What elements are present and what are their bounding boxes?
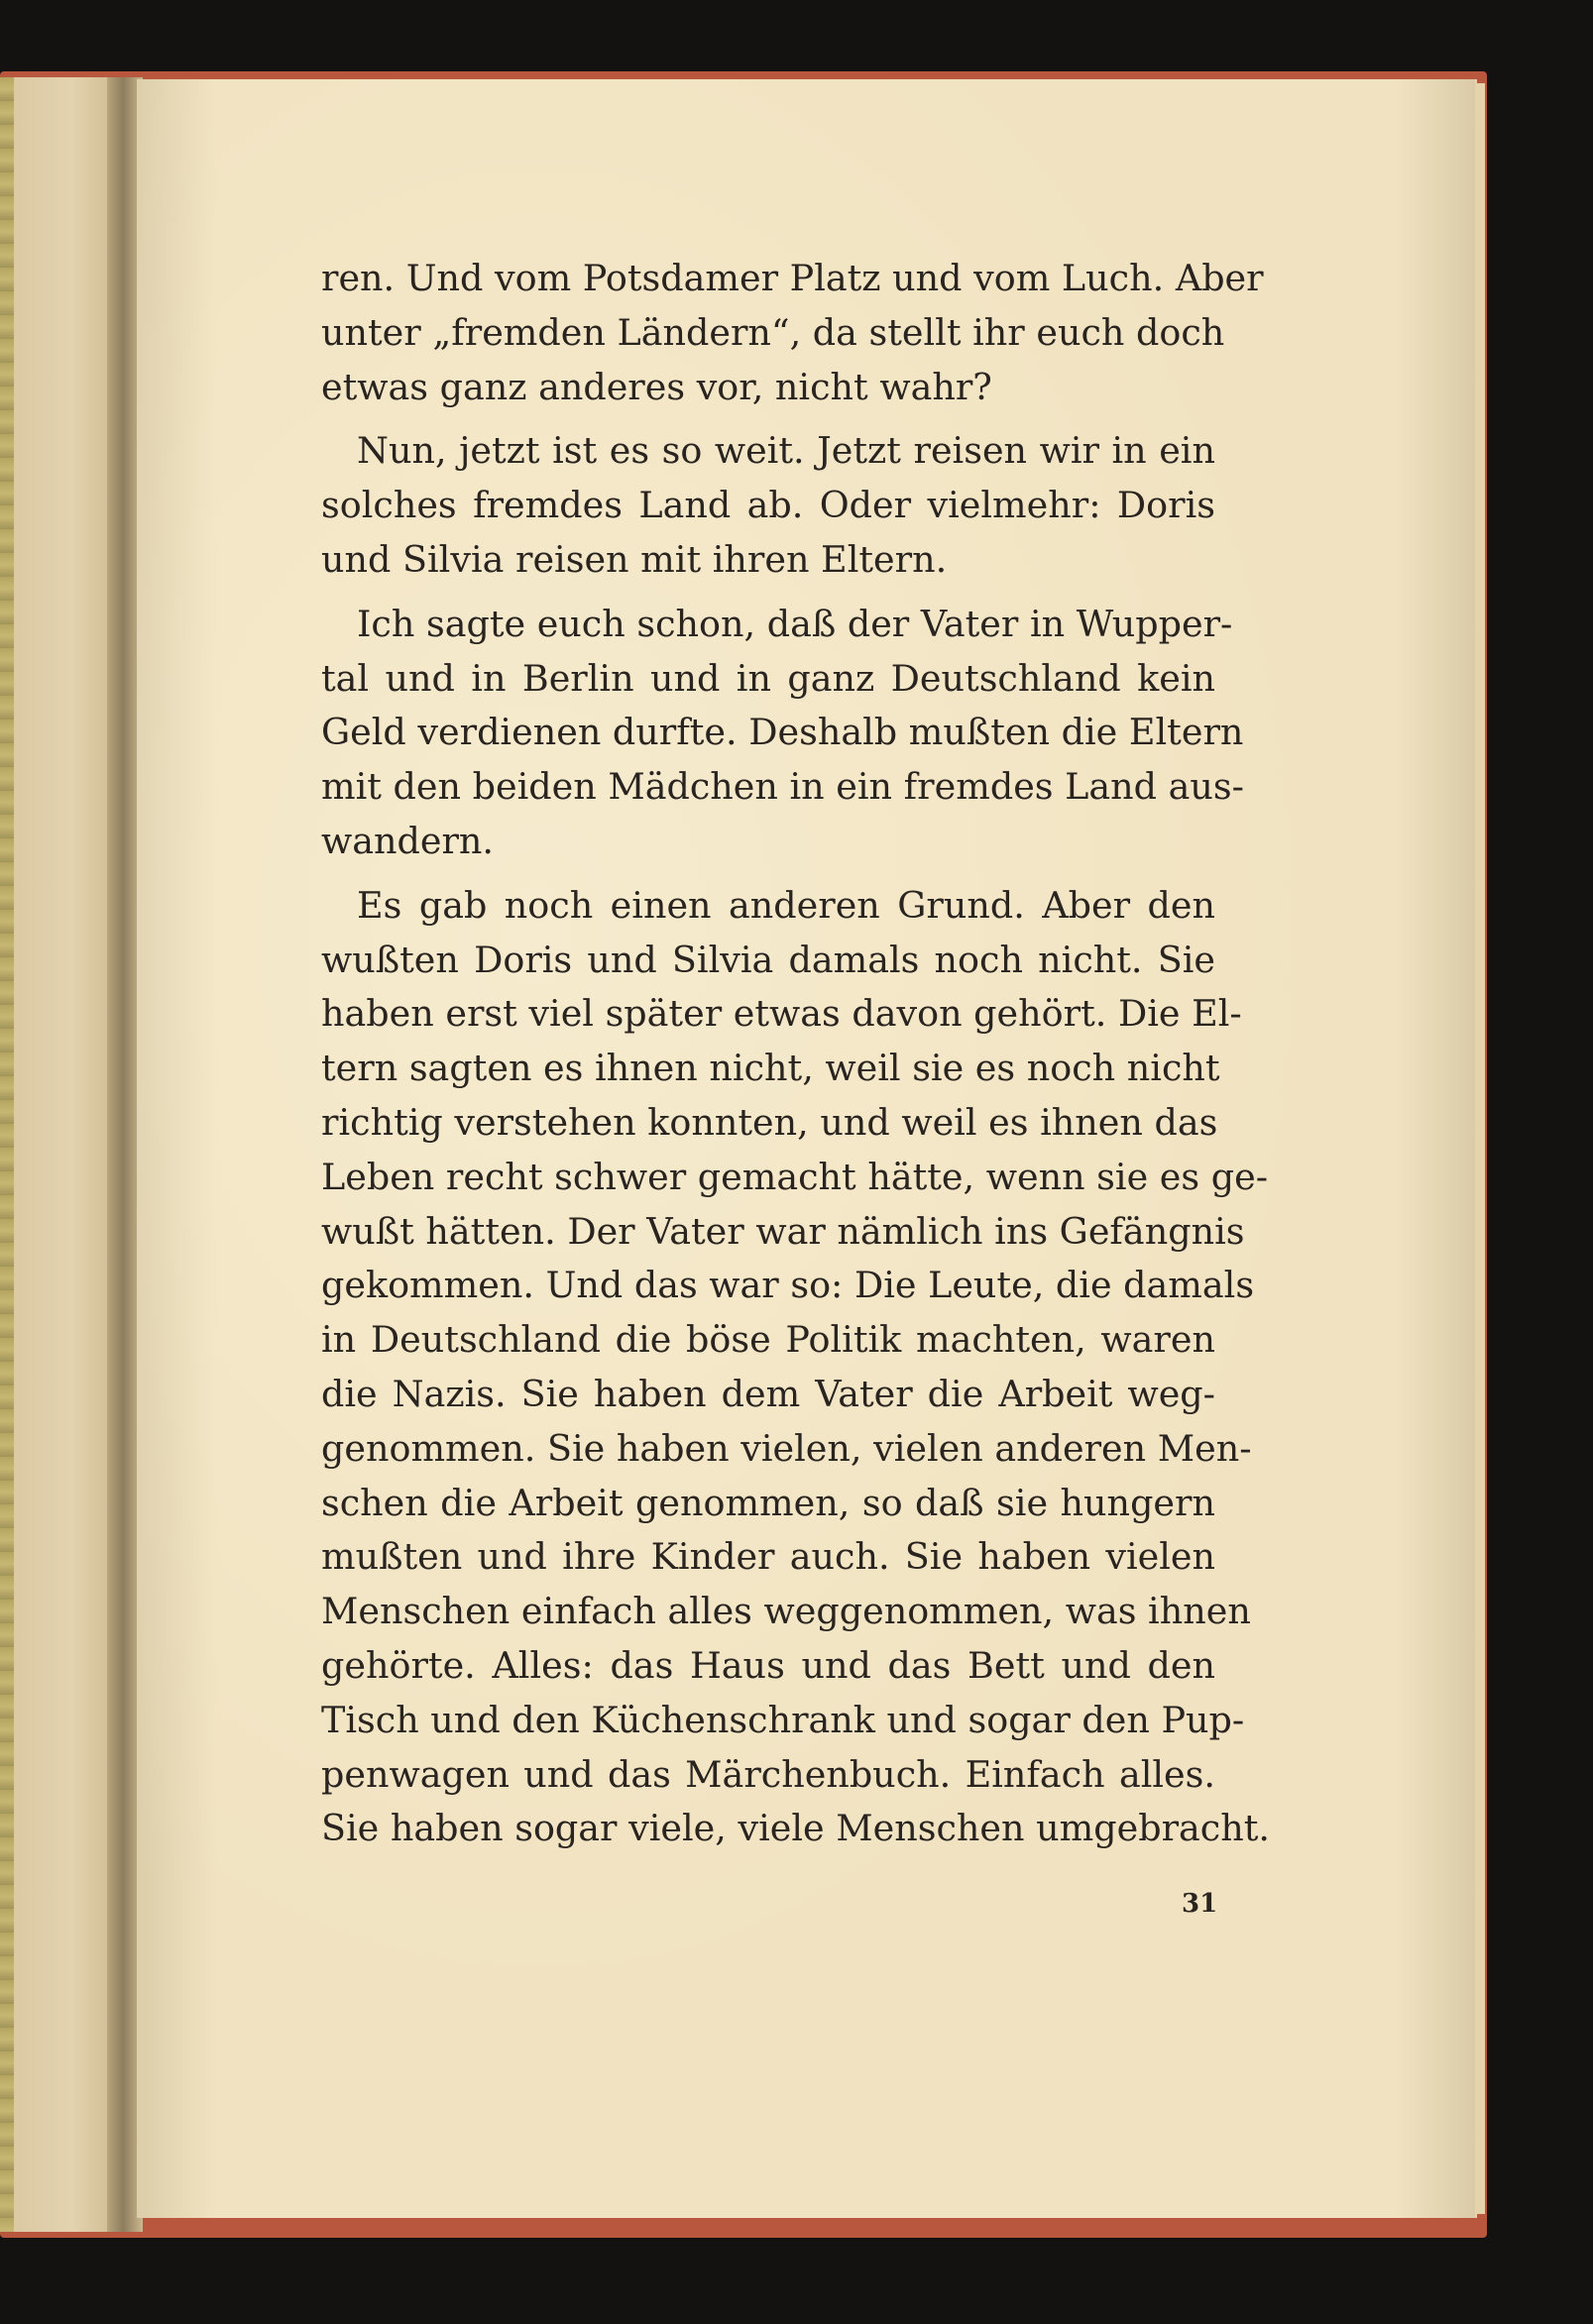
left-page-binding-stripe bbox=[0, 77, 14, 2232]
text-line: genommen. Sie haben vielen, vielen anderen Men- bbox=[321, 1426, 1252, 1470]
text-line: ren. Und vom Potsdamer Platz und vom Luch. Aber bbox=[321, 257, 1264, 299]
text-line: mit den beiden Mädchen in ein fremdes Land aus- bbox=[321, 765, 1244, 809]
text-line: Sie haben sogar viele, viele Menschen umgebracht. bbox=[321, 1807, 1271, 1850]
text-line: Nun, jetzt ist es so weit. Jetzt reisen wir in ein bbox=[357, 429, 1215, 473]
text-line: Menschen einfach alles weggenommen, was ihnen bbox=[321, 1590, 1251, 1633]
paragraph bbox=[321, 598, 1244, 869]
text-line: tern sagten es ihnen nicht, weil sie es noch nicht bbox=[321, 1047, 1220, 1090]
text-line: solches fremdes Land ab. Oder vielmehr: Doris bbox=[321, 484, 1215, 527]
text-line: Leben recht schwer gemacht hätte, wenn sie es ge- bbox=[321, 1155, 1269, 1198]
left-page-edge bbox=[0, 77, 121, 2232]
text-line: die Nazis. Sie haben dem Vater die Arbeit weg- bbox=[321, 1372, 1215, 1415]
right-page-edge bbox=[1475, 83, 1485, 2214]
text-line: in Deutschland die böse Politik machten, waren bbox=[321, 1318, 1215, 1362]
paragraph bbox=[321, 879, 1271, 1856]
text-line: tal und in Berlin und in ganz Deutschland kein bbox=[321, 656, 1215, 700]
text-line: mußten und ihre Kinder auch. Sie haben vielen bbox=[321, 1535, 1215, 1579]
paragraph bbox=[321, 424, 1215, 587]
text-line: wußten Doris und Silvia damals noch nicht. Sie bbox=[321, 938, 1215, 981]
text-line: Geld verdienen durfte. Deshalb mußten die Eltern bbox=[321, 711, 1244, 754]
text-line: gehörte. Alles: das Haus und das Bett und den bbox=[321, 1643, 1215, 1687]
text-line: etwas ganz anderes vor, nicht wahr? bbox=[321, 365, 992, 408]
page-number: 31 bbox=[1182, 1889, 1218, 1919]
text-line: haben erst viel später etwas davon gehört. Die El- bbox=[321, 992, 1242, 1036]
text-line: gekommen. Und das war so: Die Leute, die damals bbox=[321, 1264, 1255, 1307]
text-line: Tisch und den Küchenschrank und sogar den Pup- bbox=[321, 1698, 1245, 1741]
paragraph bbox=[321, 252, 1264, 414]
text-line: wandern. bbox=[321, 819, 495, 862]
page-text bbox=[321, 252, 1271, 1866]
text-line: und Silvia reisen mit ihren Eltern. bbox=[321, 537, 948, 581]
text-line: richtig verstehen konnten, und weil es ihnen das bbox=[321, 1100, 1218, 1144]
text-line: wußt hätten. Der Vater war nämlich ins Gefängnis bbox=[321, 1209, 1245, 1253]
text-line: penwagen und das Märchenbuch. Einfach alles. bbox=[321, 1752, 1215, 1796]
text-line: schen die Arbeit genommen, so daß sie hungern bbox=[321, 1481, 1215, 1524]
text-line: Es gab noch einen anderen Grund. Aber den bbox=[357, 883, 1215, 927]
text-line: unter „fremden Ländern“, da stellt ihr euch doch bbox=[321, 310, 1225, 354]
text-line: Ich sagte euch schon, daß der Vater in Wupper- bbox=[357, 602, 1233, 645]
